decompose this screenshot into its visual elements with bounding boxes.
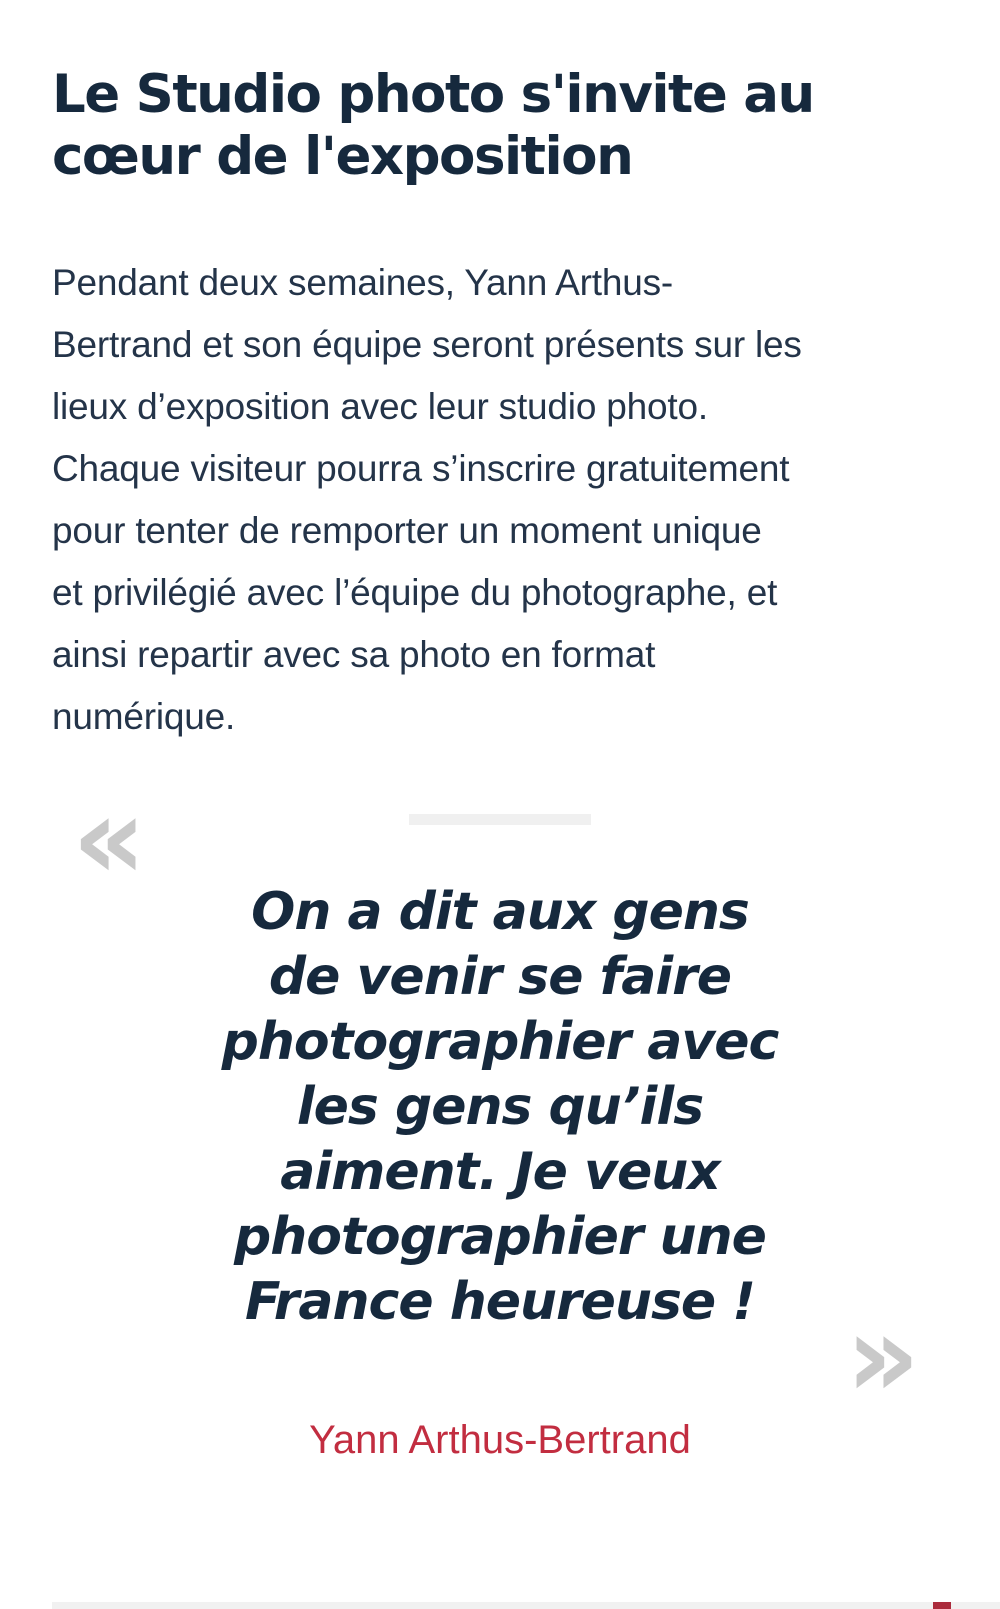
quote-line: On a dit aux gens: [251, 882, 749, 942]
quote-text: [222, 880, 779, 1335]
horizontal-scrollbar-thumb[interactable]: [933, 1602, 951, 1609]
paragraph-line: Chaque visiteur pourra s’inscrire gratuitement: [52, 448, 790, 489]
paragraph-line: pour tenter de remporter un moment unique: [52, 510, 762, 551]
paragraph-line: Pendant deux semaines, Yann Arthus-: [52, 262, 674, 303]
quote-line: de venir se faire: [268, 947, 732, 1007]
paragraph-line: Bertrand et son équipe seront présents sur les: [52, 324, 802, 365]
article-title: [52, 64, 814, 188]
horizontal-scrollbar-track[interactable]: [52, 1602, 1000, 1609]
article-title-line: cœur de l'exposition: [52, 126, 633, 187]
quote-author: Yann Arthus-Bertrand: [309, 1418, 691, 1462]
article-paragraph: [52, 252, 802, 748]
quote-line: les gens qu’ils: [296, 1077, 704, 1137]
close-guillemet-icon: »: [845, 1290, 920, 1424]
quote-line: aiment. Je veux: [280, 1142, 720, 1202]
paragraph-line: et privilégié avec l’équipe du photographe, et: [52, 572, 778, 613]
paragraph-line: ainsi repartir avec sa photo en format: [52, 634, 656, 675]
paragraph-line: numérique.: [52, 696, 236, 737]
quote-line: France heureuse !: [244, 1272, 756, 1332]
quote-divider-bar: [409, 814, 591, 825]
paragraph-line: lieux d’exposition avec leur studio photo.: [52, 386, 708, 427]
open-guillemet-icon: «: [72, 772, 147, 906]
quote-line: photographier avec: [221, 1012, 779, 1072]
article-title-line: Le Studio photo s'invite au: [52, 64, 814, 125]
quote-line: photographier une: [234, 1207, 766, 1267]
